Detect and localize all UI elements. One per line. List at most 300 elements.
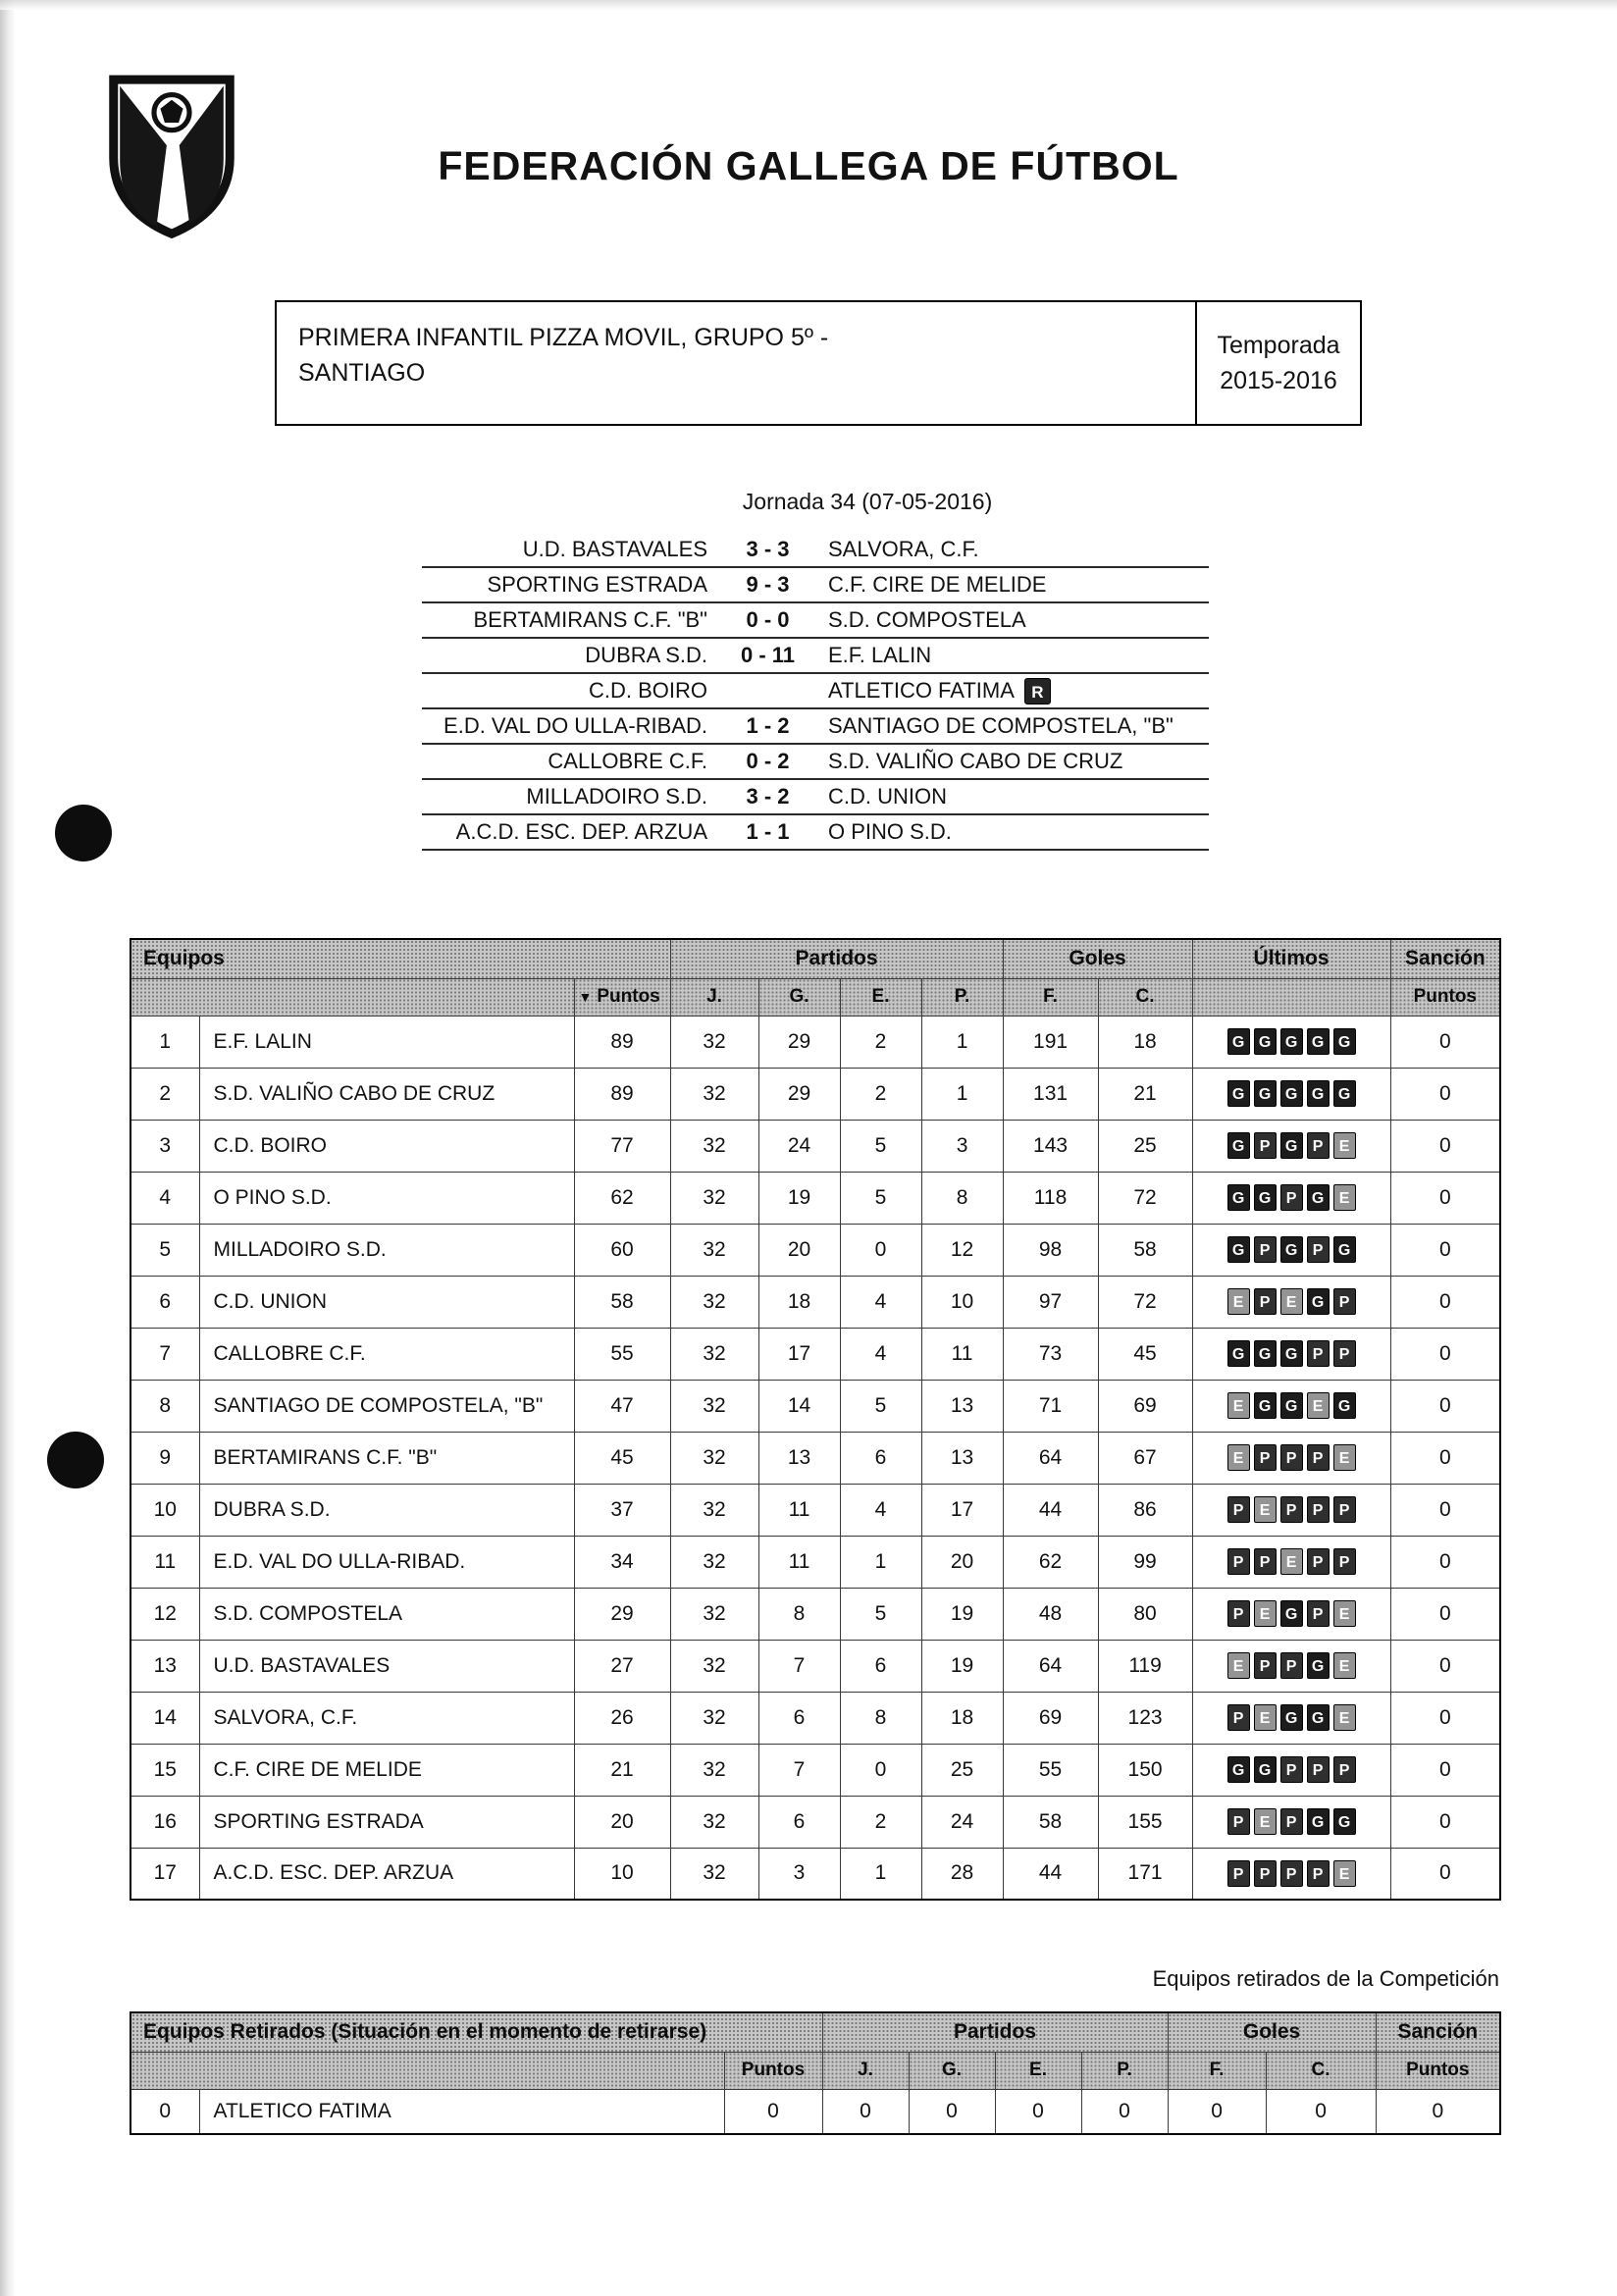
draws-cell: 2 xyxy=(840,1796,921,1848)
result-box-E: E xyxy=(1333,1704,1356,1731)
position-cell: 7 xyxy=(130,1328,199,1380)
goals-against-cell: 58 xyxy=(1098,1224,1192,1276)
empty-header-cell xyxy=(130,2052,724,2089)
standings-row xyxy=(130,1120,1500,1172)
position-cell: 13 xyxy=(130,1640,199,1692)
result-box-E: E xyxy=(1254,1600,1277,1627)
away-team: SANTIAGO DE COMPOSTELA, "B" xyxy=(828,713,1174,738)
standings-row xyxy=(130,1692,1500,1744)
played-cell: 32 xyxy=(670,1432,758,1484)
away-team-cell xyxy=(814,819,1209,845)
result-box-G: G xyxy=(1307,1080,1330,1107)
result-box-E: E xyxy=(1333,1132,1356,1159)
standings-row xyxy=(130,1588,1500,1640)
position-cell: 3 xyxy=(130,1120,199,1172)
played-cell: 32 xyxy=(670,1224,758,1276)
away-team: SALVORA, C.F. xyxy=(828,537,979,561)
played-cell: 32 xyxy=(670,1276,758,1328)
goals-for-cell: 62 xyxy=(1003,1536,1098,1588)
points-cell: 29 xyxy=(574,1588,670,1640)
team-name-cell: O PINO S.D. xyxy=(199,1172,574,1224)
goals-against-cell: 45 xyxy=(1098,1328,1192,1380)
goals-against-cell: 171 xyxy=(1098,1848,1192,1900)
result-box-E: E xyxy=(1227,1444,1250,1471)
losses-cell: 13 xyxy=(921,1432,1003,1484)
points-cell: 10 xyxy=(574,1848,670,1900)
team-name-cell: E.F. LALIN xyxy=(199,1016,574,1068)
wins-cell: 0 xyxy=(909,2089,995,2134)
goals-against-cell: 72 xyxy=(1098,1172,1192,1224)
result-box-P: P xyxy=(1333,1548,1356,1575)
played-column-header: J. xyxy=(822,2052,909,2089)
result-box-G: G xyxy=(1227,1132,1250,1159)
result-box-G: G xyxy=(1333,1028,1356,1055)
recent-results-cell xyxy=(1192,1224,1390,1276)
recent-results-cell xyxy=(1192,1120,1390,1172)
result-box-E: E xyxy=(1254,1496,1277,1523)
draws-cell: 2 xyxy=(840,1016,921,1068)
result-box-P: P xyxy=(1254,1288,1277,1315)
standings-row xyxy=(130,1432,1500,1484)
result-box-G: G xyxy=(1333,1236,1356,1263)
goals-against-cell: 18 xyxy=(1098,1016,1192,1068)
position-cell: 12 xyxy=(130,1588,199,1640)
hole-punch-mark xyxy=(47,1432,104,1488)
retired-teams-note: Equipos retirados de la Competición xyxy=(1152,1966,1499,1991)
document-title: FEDERACIÓN GALLEGA DE FÚTBOL xyxy=(438,143,1179,188)
sanction-points-cell: 0 xyxy=(1390,1120,1500,1172)
home-team: MILLADOIRO S.D. xyxy=(526,784,707,809)
losses-cell: 0 xyxy=(1081,2089,1168,2134)
standings-row xyxy=(130,1172,1500,1224)
played-cell: 32 xyxy=(670,1120,758,1172)
standings-row xyxy=(130,1848,1500,1900)
team-name-cell: S.D. COMPOSTELA xyxy=(199,1588,574,1640)
ultimos-group-header: Últimos xyxy=(1192,939,1390,978)
points-cell: 0 xyxy=(724,2089,822,2134)
sanction-points-cell: 0 xyxy=(1390,1380,1500,1432)
recent-results-cell xyxy=(1192,1276,1390,1328)
draws-cell: 0 xyxy=(840,1224,921,1276)
standings-row xyxy=(130,1380,1500,1432)
match-row xyxy=(422,603,1209,639)
goals-for-cell: 48 xyxy=(1003,1588,1098,1640)
retired-badge: R xyxy=(1024,678,1051,704)
played-cell: 32 xyxy=(670,1796,758,1848)
match-score: 9 - 3 xyxy=(746,572,790,597)
away-team-cell xyxy=(814,678,1209,704)
result-box-P: P xyxy=(1307,1132,1330,1159)
result-box-G: G xyxy=(1254,1756,1277,1783)
losses-cell: 20 xyxy=(921,1536,1003,1588)
sanction-points-cell: 0 xyxy=(1390,1224,1500,1276)
losses-cell: 19 xyxy=(921,1588,1003,1640)
wins-cell: 11 xyxy=(758,1536,840,1588)
result-box-G: G xyxy=(1307,1184,1330,1211)
away-team: C.D. UNION xyxy=(828,784,947,809)
team-name-cell: C.D. BOIRO xyxy=(199,1120,574,1172)
away-team-cell xyxy=(814,784,1209,809)
result-box-G: G xyxy=(1254,1184,1277,1211)
match-row xyxy=(422,568,1209,603)
result-box-P: P xyxy=(1333,1288,1356,1315)
result-box-G: G xyxy=(1307,1288,1330,1315)
team-name-cell: U.D. BASTAVALES xyxy=(199,1640,574,1692)
season-cell xyxy=(1195,302,1360,424)
draws-cell: 0 xyxy=(840,1744,921,1796)
sanction-points-cell: 0 xyxy=(1390,1068,1500,1120)
result-box-P: P xyxy=(1307,1236,1330,1263)
result-box-E: E xyxy=(1333,1652,1356,1679)
recent-results-cell xyxy=(1192,1068,1390,1120)
played-cell: 32 xyxy=(670,1380,758,1432)
goals-for-cell: 44 xyxy=(1003,1848,1098,1900)
result-box-P: P xyxy=(1280,1756,1303,1783)
result-box-G: G xyxy=(1227,1756,1250,1783)
draws-column-header: E. xyxy=(840,978,921,1016)
goals-for-cell: 131 xyxy=(1003,1068,1098,1120)
result-box-P: P xyxy=(1227,1496,1250,1523)
empty-header-cell xyxy=(1192,978,1390,1016)
wins-cell: 7 xyxy=(758,1640,840,1692)
sancion-group-header: Sanción xyxy=(1376,2012,1500,2052)
position-cell: 4 xyxy=(130,1172,199,1224)
recent-results-cell xyxy=(1192,1432,1390,1484)
points-cell: 77 xyxy=(574,1120,670,1172)
sanction-points-cell: 0 xyxy=(1390,1276,1500,1328)
team-name-cell: MILLADOIRO S.D. xyxy=(199,1224,574,1276)
match-row xyxy=(422,780,1209,815)
result-box-G: G xyxy=(1307,1808,1330,1835)
wins-cell: 24 xyxy=(758,1120,840,1172)
away-team: S.D. VALIÑO CABO DE CRUZ xyxy=(828,749,1123,773)
team-name-cell: C.F. CIRE DE MELIDE xyxy=(199,1744,574,1796)
goals-for-cell: 98 xyxy=(1003,1224,1098,1276)
result-box-E: E xyxy=(1227,1652,1250,1679)
result-box-E: E xyxy=(1227,1392,1250,1419)
match-score: 0 - 11 xyxy=(740,643,796,667)
home-team: SPORTING ESTRADA xyxy=(487,572,707,597)
position-cell: 15 xyxy=(130,1744,199,1796)
position-cell: 10 xyxy=(130,1484,199,1536)
goals-for-column-header: F. xyxy=(1168,2052,1266,2089)
goals-against-cell: 72 xyxy=(1098,1276,1192,1328)
home-team: A.C.D. ESC. DEP. ARZUA xyxy=(455,819,707,844)
played-cell: 32 xyxy=(670,1172,758,1224)
points-cell: 89 xyxy=(574,1016,670,1068)
goals-against-cell: 86 xyxy=(1098,1484,1192,1536)
losses-column-header: P. xyxy=(1081,2052,1168,2089)
result-box-E: E xyxy=(1333,1444,1356,1471)
scan-edge-left xyxy=(0,0,16,2296)
draws-cell: 5 xyxy=(840,1588,921,1640)
equipos-group-header: Equipos xyxy=(130,939,670,978)
goals-against-cell: 99 xyxy=(1098,1536,1192,1588)
goals-for-cell: 64 xyxy=(1003,1640,1098,1692)
recent-results-cell xyxy=(1192,1328,1390,1380)
standings-row xyxy=(130,1224,1500,1276)
result-box-P: P xyxy=(1280,1184,1303,1211)
sanction-points-cell: 0 xyxy=(1390,1848,1500,1900)
standings-row xyxy=(130,1744,1500,1796)
away-team-cell xyxy=(814,749,1209,774)
losses-cell: 24 xyxy=(921,1796,1003,1848)
result-box-P: P xyxy=(1307,1444,1330,1471)
goals-against-cell: 150 xyxy=(1098,1744,1192,1796)
wins-cell: 19 xyxy=(758,1172,840,1224)
match-row xyxy=(422,639,1209,674)
wins-cell: 29 xyxy=(758,1016,840,1068)
result-box-G: G xyxy=(1254,1340,1277,1367)
result-box-G: G xyxy=(1333,1392,1356,1419)
goals-for-cell: 58 xyxy=(1003,1796,1098,1848)
losses-cell: 17 xyxy=(921,1484,1003,1536)
sanction-points-column-header: Puntos xyxy=(1390,978,1500,1016)
result-box-P: P xyxy=(1307,1548,1330,1575)
losses-cell: 13 xyxy=(921,1380,1003,1432)
draws-cell: 5 xyxy=(840,1172,921,1224)
goals-against-cell: 25 xyxy=(1098,1120,1192,1172)
sanction-points-cell: 0 xyxy=(1390,1744,1500,1796)
wins-cell: 13 xyxy=(758,1432,840,1484)
result-box-E: E xyxy=(1333,1184,1356,1211)
played-cell: 32 xyxy=(670,1068,758,1120)
standings-row xyxy=(130,1536,1500,1588)
goals-against-column-header: C. xyxy=(1098,978,1192,1016)
sanction-points-cell: 0 xyxy=(1390,1796,1500,1848)
recent-results-cell xyxy=(1192,1380,1390,1432)
wins-cell: 3 xyxy=(758,1848,840,1900)
result-box-G: G xyxy=(1280,1392,1303,1419)
result-box-G: G xyxy=(1254,1080,1277,1107)
position-cell: 16 xyxy=(130,1796,199,1848)
goals-against-cell: 21 xyxy=(1098,1068,1192,1120)
points-column-label: Puntos xyxy=(597,986,660,1007)
losses-cell: 10 xyxy=(921,1276,1003,1328)
standings-row xyxy=(130,1328,1500,1380)
away-team-cell xyxy=(814,572,1209,598)
played-cell: 32 xyxy=(670,1744,758,1796)
result-box-P: P xyxy=(1280,1808,1303,1835)
recent-results-cell xyxy=(1192,1796,1390,1848)
recent-results-cell xyxy=(1192,1744,1390,1796)
points-cell: 55 xyxy=(574,1328,670,1380)
played-cell: 32 xyxy=(670,1536,758,1588)
standings-group-header-row xyxy=(130,939,1500,978)
sanction-points-cell: 0 xyxy=(1390,1692,1500,1744)
recent-results-cell xyxy=(1192,1172,1390,1224)
goals-against-column-header: C. xyxy=(1266,2052,1376,2089)
home-team: C.D. BOIRO xyxy=(588,678,707,703)
partidos-group-header: Partidos xyxy=(670,939,1003,978)
result-box-P: P xyxy=(1227,1548,1250,1575)
result-box-P: P xyxy=(1333,1340,1356,1367)
draws-cell: 5 xyxy=(840,1120,921,1172)
goals-for-cell: 191 xyxy=(1003,1016,1098,1068)
goals-for-cell: 64 xyxy=(1003,1432,1098,1484)
competition-name xyxy=(277,302,1195,424)
sanction-points-cell: 0 xyxy=(1390,1172,1500,1224)
empty-header-cell xyxy=(130,978,574,1016)
away-team-cell xyxy=(814,607,1209,633)
goals-for-column-header: F. xyxy=(1003,978,1098,1016)
wins-cell: 29 xyxy=(758,1068,840,1120)
draws-column-header: E. xyxy=(995,2052,1081,2089)
retired-section-header: Equipos Retirados (Situación en el momento de retirarse) xyxy=(130,2012,822,2052)
wins-column-header: G. xyxy=(758,978,840,1016)
wins-cell: 8 xyxy=(758,1588,840,1640)
result-box-E: E xyxy=(1333,1600,1356,1627)
losses-cell: 8 xyxy=(921,1172,1003,1224)
played-cell: 0 xyxy=(822,2089,909,2134)
result-box-G: G xyxy=(1280,1704,1303,1731)
played-cell: 32 xyxy=(670,1848,758,1900)
losses-cell: 11 xyxy=(921,1328,1003,1380)
draws-cell: 1 xyxy=(840,1848,921,1900)
result-box-G: G xyxy=(1280,1080,1303,1107)
standings-column-header-row xyxy=(130,978,1500,1016)
wins-cell: 11 xyxy=(758,1484,840,1536)
competition-name-line1: PRIMERA INFANTIL PIZZA MOVIL, GRUPO 5º - xyxy=(298,324,829,351)
result-box-G: G xyxy=(1227,1080,1250,1107)
team-name-cell: C.D. UNION xyxy=(199,1276,574,1328)
result-box-E: E xyxy=(1227,1288,1250,1315)
result-box-G: G xyxy=(1280,1600,1303,1627)
sanction-points-cell: 0 xyxy=(1390,1016,1500,1068)
position-cell: 1 xyxy=(130,1016,199,1068)
team-name-cell: SANTIAGO DE COMPOSTELA, "B" xyxy=(199,1380,574,1432)
match-results-list xyxy=(422,533,1209,851)
position-cell: 5 xyxy=(130,1224,199,1276)
goals-for-cell: 44 xyxy=(1003,1484,1098,1536)
result-box-P: P xyxy=(1254,1444,1277,1471)
points-cell: 45 xyxy=(574,1432,670,1484)
season-value: 2015-2016 xyxy=(1220,367,1337,394)
points-cell: 20 xyxy=(574,1796,670,1848)
result-box-P: P xyxy=(1280,1444,1303,1471)
position-cell: 6 xyxy=(130,1276,199,1328)
points-cell: 89 xyxy=(574,1068,670,1120)
losses-column-header: P. xyxy=(921,978,1003,1016)
away-team: ATLETICO FATIMA xyxy=(828,678,1015,703)
team-name-cell: BERTAMIRANS C.F. "B" xyxy=(199,1432,574,1484)
sanction-points-column-header: Puntos xyxy=(1376,2052,1500,2089)
away-team: S.D. COMPOSTELA xyxy=(828,607,1026,632)
standings-table-body xyxy=(130,1016,1500,1900)
result-box-P: P xyxy=(1227,1808,1250,1835)
draws-cell: 4 xyxy=(840,1276,921,1328)
match-row xyxy=(422,815,1209,851)
goals-for-cell: 143 xyxy=(1003,1120,1098,1172)
result-box-G: G xyxy=(1227,1340,1250,1367)
hole-punch-mark xyxy=(55,805,112,861)
result-box-P: P xyxy=(1307,1860,1330,1887)
goals-for-cell: 0 xyxy=(1168,2089,1266,2134)
points-cell: 37 xyxy=(574,1484,670,1536)
result-box-P: P xyxy=(1227,1704,1250,1731)
home-team: BERTAMIRANS C.F. "B" xyxy=(473,607,707,632)
result-box-P: P xyxy=(1280,1652,1303,1679)
result-box-P: P xyxy=(1333,1496,1356,1523)
losses-cell: 18 xyxy=(921,1692,1003,1744)
draws-cell: 8 xyxy=(840,1692,921,1744)
sancion-group-header: Sanción xyxy=(1390,939,1500,978)
result-box-G: G xyxy=(1227,1184,1250,1211)
sort-desc-icon: ▼ xyxy=(578,989,593,1005)
losses-cell: 12 xyxy=(921,1224,1003,1276)
match-score: 1 - 2 xyxy=(746,713,790,738)
sanction-points-cell: 0 xyxy=(1390,1432,1500,1484)
standings-row xyxy=(130,1640,1500,1692)
goals-for-cell: 73 xyxy=(1003,1328,1098,1380)
draws-cell: 4 xyxy=(840,1328,921,1380)
result-box-P: P xyxy=(1254,1132,1277,1159)
team-name-cell: S.D. VALIÑO CABO DE CRUZ xyxy=(199,1068,574,1120)
losses-cell: 19 xyxy=(921,1640,1003,1692)
result-box-P: P xyxy=(1280,1496,1303,1523)
position-cell: 2 xyxy=(130,1068,199,1120)
points-cell: 27 xyxy=(574,1640,670,1692)
away-team-cell xyxy=(814,713,1209,739)
recent-results-cell xyxy=(1192,1848,1390,1900)
retired-teams-table xyxy=(130,2011,1501,2135)
position-cell: 14 xyxy=(130,1692,199,1744)
draws-cell: 6 xyxy=(840,1432,921,1484)
wins-cell: 7 xyxy=(758,1744,840,1796)
partidos-group-header: Partidos xyxy=(822,2012,1168,2052)
match-row xyxy=(422,674,1209,709)
home-team: DUBRA S.D. xyxy=(585,643,707,667)
match-row xyxy=(422,533,1209,568)
team-name-cell: CALLOBRE C.F. xyxy=(199,1328,574,1380)
result-box-E: E xyxy=(1280,1288,1303,1315)
match-score: 1 - 1 xyxy=(746,819,790,844)
losses-cell: 25 xyxy=(921,1744,1003,1796)
retired-table-body xyxy=(130,2089,1500,2134)
points-column-header xyxy=(574,978,670,1016)
matchday-title: Jornada 34 (07-05-2016) xyxy=(742,489,993,514)
draws-cell: 4 xyxy=(840,1484,921,1536)
result-box-P: P xyxy=(1254,1548,1277,1575)
home-team: CALLOBRE C.F. xyxy=(548,749,707,773)
result-box-E: E xyxy=(1254,1704,1277,1731)
away-team: C.F. CIRE DE MELIDE xyxy=(828,572,1047,597)
result-box-G: G xyxy=(1254,1028,1277,1055)
team-name-cell: E.D. VAL DO ULLA-RIBAD. xyxy=(199,1536,574,1588)
recent-results-cell xyxy=(1192,1640,1390,1692)
result-box-G: G xyxy=(1307,1028,1330,1055)
played-cell: 32 xyxy=(670,1640,758,1692)
away-team-cell xyxy=(814,643,1209,668)
standings-row xyxy=(130,1796,1500,1848)
position-cell: 9 xyxy=(130,1432,199,1484)
season-label: Temporada xyxy=(1217,331,1340,359)
goles-group-header: Goles xyxy=(1003,939,1192,978)
goals-against-cell: 69 xyxy=(1098,1380,1192,1432)
result-box-G: G xyxy=(1333,1080,1356,1107)
draws-cell: 6 xyxy=(840,1640,921,1692)
sanction-points-cell: 0 xyxy=(1376,2089,1500,2134)
sanction-points-cell: 0 xyxy=(1390,1536,1500,1588)
standings-row xyxy=(130,1276,1500,1328)
match-score: 3 - 2 xyxy=(746,784,790,809)
result-box-G: G xyxy=(1280,1340,1303,1367)
match-score: 0 - 0 xyxy=(746,607,790,632)
draws-cell: 5 xyxy=(840,1380,921,1432)
standings-table xyxy=(130,938,1501,1901)
goals-against-cell: 67 xyxy=(1098,1432,1192,1484)
wins-cell: 6 xyxy=(758,1796,840,1848)
